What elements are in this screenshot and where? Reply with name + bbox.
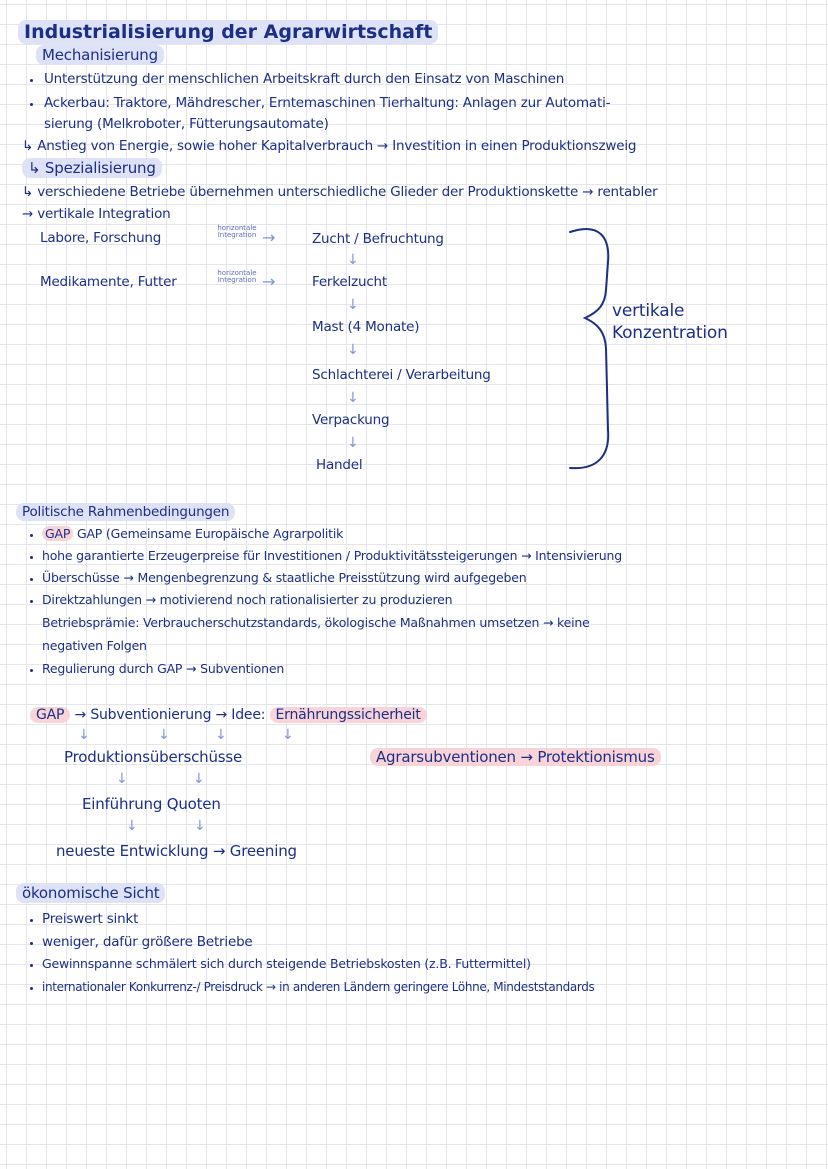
bullet [30, 578, 33, 581]
chain-arrow-right: → [262, 228, 276, 247]
chain-step: Schlachterei / Verarbeitung [312, 367, 491, 383]
gap-arrow-down: ↓ [116, 771, 128, 787]
ueberschuesse: Produktionsüberschüsse [64, 748, 243, 766]
brace-label-2: Konzentration [612, 323, 728, 343]
bullet [30, 600, 33, 603]
brace-label-1: vertikale [612, 301, 685, 321]
heading-oekonomie: ökonomische Sicht [16, 883, 165, 903]
politik-item-text: GAP (Gemeinsame Europäische Agrarpolitik [76, 526, 344, 541]
chain-arrow-down: ↓ [347, 435, 359, 451]
chain-arrow-right: → [262, 272, 276, 291]
politik-item: Regulierung durch GAP → Subventionen [42, 661, 285, 676]
heading-spezialisierung: ↳ Spezialisierung [22, 158, 162, 178]
chain-step: Ferkelzucht [312, 274, 387, 290]
bullet [30, 669, 33, 672]
chain-left-labore: Labore, Forschung [40, 230, 162, 246]
mech-bullet-2-cont: sierung (Melkroboter, Fütterungsautomate) [44, 116, 329, 132]
gap-diagram-row [30, 706, 427, 724]
greening: neueste Entwicklung → Greening [56, 842, 297, 860]
horizontal-integration-label: horizontale Integration [217, 269, 257, 284]
mech-arrow-line: ↳ Anstieg von Energie, sowie hoher Kapitalverbrauch → Investition in einen Produktionszweig [22, 138, 637, 154]
gap-arrow-down: ↓ [158, 727, 170, 743]
gap-arrow-down: ↓ [282, 727, 294, 743]
chain-step: Zucht / Befruchtung [312, 231, 444, 247]
agrarsubventionen: Agrarsubventionen → Protektionismus [370, 748, 661, 766]
gap-chain: → Subventionierung → Idee: [74, 707, 266, 723]
spez-line-1: ↳ verschiedene Betriebe übernehmen unterschiedliche Glieder der Produktionskette → rentabler [22, 184, 658, 200]
horizontal-integration-label: horizontale Integration [217, 224, 257, 239]
chain-arrow-down: ↓ [347, 252, 359, 268]
oeko-item: Preiswert sinkt [42, 911, 139, 927]
spez-line-2: → vertikale Integration [22, 206, 171, 222]
chain-arrow-down: ↓ [347, 342, 359, 358]
chain-step: Mast (4 Monate) [312, 319, 420, 335]
chain-arrow-down: ↓ [347, 390, 359, 406]
heading-mechanisierung: Mechanisierung [36, 45, 164, 65]
bullet [30, 964, 33, 967]
politik-item: Überschüsse → Mengenbegrenzung & staatliche Preisstützung wird aufgegeben [42, 570, 527, 585]
quoten: Einführung Quoten [82, 795, 221, 813]
gap-arrow-down: ↓ [193, 771, 205, 787]
bullet [30, 987, 33, 990]
chain-arrow-down: ↓ [347, 297, 359, 313]
heading-politik: Politische Rahmenbedingungen [16, 503, 235, 521]
page-title: Industrialisierung der Agrarwirtschaft [18, 20, 438, 44]
bullet [30, 919, 33, 922]
idee-label: Ernährungssicherheit [270, 707, 427, 723]
chain-step: Verpackung [312, 412, 390, 428]
bullet [30, 534, 33, 537]
oeko-item: weniger, dafür größere Betriebe [42, 934, 253, 950]
politik-item [42, 525, 343, 543]
oeko-item: internationaler Konkurrenz-/ Preisdruck → in anderen Ländern geringere Löhne, Mindeststandards [42, 980, 595, 994]
chain-left-medikamente: Medikamente, Futter [40, 274, 177, 290]
politik-item: Direktzahlungen → motivierend noch rationalisierter zu produzieren [42, 592, 453, 607]
gap-arrow-down: ↓ [78, 727, 90, 743]
curly-brace [570, 229, 608, 468]
mech-bullet-2: Ackerbau: Traktore, Mähdrescher, Erntemaschinen Tierhaltung: Anlagen zur Automati- [44, 95, 611, 111]
mech-bullet-1: Unterstützung der menschlichen Arbeitskraft durch den Einsatz von Maschinen [44, 71, 565, 87]
oeko-item: Gewinnspanne schmälert sich durch steigende Betriebskosten (z.B. Futtermittel) [42, 956, 531, 971]
gap-arrow-down: ↓ [126, 818, 138, 834]
chain-step: Handel [316, 457, 363, 473]
politik-item: hohe garantierte Erzeugerpreise für Investitionen / Produktivitätssteigerungen → Intensivierung [42, 548, 622, 563]
bullet [30, 556, 33, 559]
politik-item-cont: negativen Folgen [42, 638, 147, 653]
gap-arrow-down: ↓ [215, 727, 227, 743]
politik-item: Betriebsprämie: Verbraucherschutzstandards, ökologische Maßnahmen umsetzen → keine [42, 615, 590, 630]
bullet [30, 942, 33, 945]
gap-arrow-down: ↓ [194, 818, 206, 834]
gap-highlight: GAP [42, 526, 73, 541]
gap-label: GAP [30, 707, 70, 723]
